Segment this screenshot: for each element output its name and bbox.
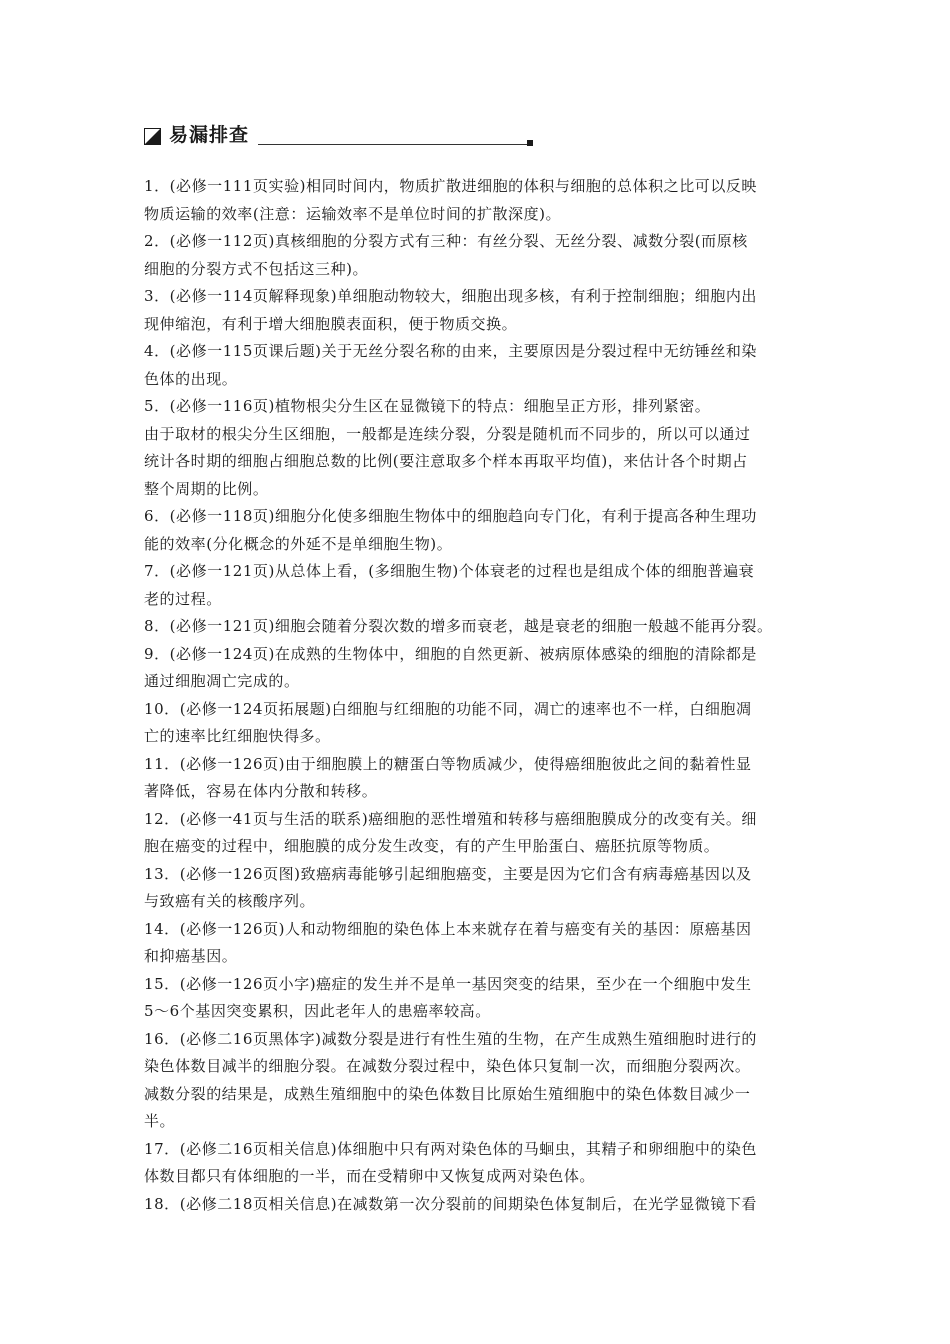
- text-line: 染色体数目减半的细胞分裂。在减数分裂过程中，染色体只复制一次，而细胞分裂两次。: [144, 1057, 751, 1075]
- text-line: 12．(必修一41页与生活的联系)癌细胞的恶性增殖和转移与癌细胞膜成分的改变有关。细: [144, 809, 757, 828]
- text-line: 14．(必修一126页)人和动物细胞的染色体上本来就存在着与癌变有关的基因：原癌基因: [144, 919, 752, 938]
- text-line: 亡的速率比红细胞快得多。: [144, 727, 331, 745]
- text-line: 著降低，容易在体内分散和转移。: [144, 782, 378, 800]
- text-line: 由于取材的根尖分生区细胞，一般都是连续分裂，分裂是随机而不同步的，所以可以通过: [144, 424, 751, 443]
- text-line: 统计各时期的细胞占细胞总数的比例(要注意取多个样本再取平均值)，来估计各个时期占: [144, 452, 748, 470]
- text-line: 1．(必修一111页实验)相同时间内，物质扩散进细胞的体积与细胞的总体积之比可以反映: [144, 177, 757, 195]
- text-line: 和抑癌基因。: [144, 947, 238, 965]
- text-line: 色体的出现。: [144, 369, 238, 388]
- text-line: 7．(必修一121页)从总体上看，(多细胞生物)个体衰老的过程也是组成个体的细胞普遍衰: [144, 562, 755, 580]
- text-line: 细胞的分裂方式不包括这三种)。: [144, 259, 369, 278]
- text-line: 半。: [144, 1112, 176, 1130]
- text-line: 老的过程。: [144, 589, 222, 608]
- text-line: 2．(必修一112页)真核细胞的分裂方式有三种：有丝分裂、无丝分裂、减数分裂(而原核: [144, 232, 748, 250]
- header-end-dot: [527, 140, 533, 146]
- text-line: 体数目都只有体细胞的一半，而在受精卵中又恢复成两对染色体。: [144, 1167, 595, 1185]
- text-line: 10．(必修一124页拓展题)白细胞与红细胞的功能不同，凋亡的速率也不一样，白细胞凋: [144, 699, 752, 718]
- triangle-corner-icon: [144, 128, 161, 145]
- text-line: 16．(必修二16页黑体字)减数分裂是进行有性生殖的生物，在产生成熟生殖细胞时进行的: [144, 1029, 757, 1048]
- document-body: [144, 173, 812, 1218]
- text-line: 17．(必修二16页相关信息)体细胞中只有两对染色体的马蛔虫，其精子和卵细胞中的染色: [144, 1139, 757, 1158]
- text-line: 4．(必修一115页课后题)关于无丝分裂名称的由来，主要原因是分裂过程中无纺锤丝和染: [144, 342, 757, 360]
- text-line: 与致癌有关的核酸序列。: [144, 892, 316, 910]
- text-line: 通过细胞凋亡完成的。: [144, 672, 300, 690]
- section-header: [144, 122, 534, 150]
- text-line: 18．(必修二18页相关信息)在减数第一次分裂前的间期染色体复制后，在光学显微镜下看: [144, 1194, 757, 1213]
- text-line: 减数分裂的结果是，成熟生殖细胞中的染色体数目比原始生殖细胞中的染色体数目减少一: [144, 1084, 751, 1103]
- header-divider-line: [258, 144, 528, 145]
- text-line: 整个周期的比例。: [144, 479, 269, 498]
- text-line: 11．(必修一126页)由于细胞膜上的糖蛋白等物质减少，使得癌细胞彼此之间的黏着性显: [144, 754, 752, 773]
- text-line: 6．(必修一118页)细胞分化使多细胞生物体中的细胞趋向专门化，有利于提高各种生理功: [144, 507, 757, 525]
- text-line: 能的效率(分化概念的外延不是单细胞生物)。: [144, 534, 453, 553]
- section-title: 易漏排查: [169, 124, 250, 146]
- text-line: 13．(必修一126页图)致癌病毒能够引起细胞癌变，主要是因为它们含有病毒癌基因以及: [144, 864, 752, 883]
- text-line: 9．(必修一124页)在成熟的生物体中，细胞的自然更新、被病原体感染的细胞的清除都是: [144, 644, 757, 663]
- text-line: 15．(必修一126页小字)癌症的发生并不是单一基因突变的结果，至少在一个细胞中发生: [144, 974, 752, 993]
- text-line: 5．(必修一116页)植物根尖分生区在显微镜下的特点：细胞呈正方形，排列紧密。: [144, 397, 711, 415]
- text-line: 5～6个基因突变累积，因此老年人的患癌率较高。: [144, 1002, 491, 1020]
- text-line: 物质运输的效率(注意：运输效率不是单位时间的扩散深度)。: [144, 204, 562, 223]
- text-line: 现伸缩泡，有利于增大细胞膜表面积，便于物质交换。: [144, 314, 518, 333]
- text-line: 胞在癌变的过程中，细胞膜的成分发生改变，有的产生甲胎蛋白、癌胚抗原等物质。: [144, 837, 720, 855]
- text-line: 3．(必修一114页解释现象)单细胞动物较大，细胞出现多核，有利于控制细胞；细胞内出: [144, 287, 757, 305]
- text-line: 8．(必修一121页)细胞会随着分裂次数的增多而衰老，越是衰老的细胞一般越不能再分裂。: [144, 617, 773, 635]
